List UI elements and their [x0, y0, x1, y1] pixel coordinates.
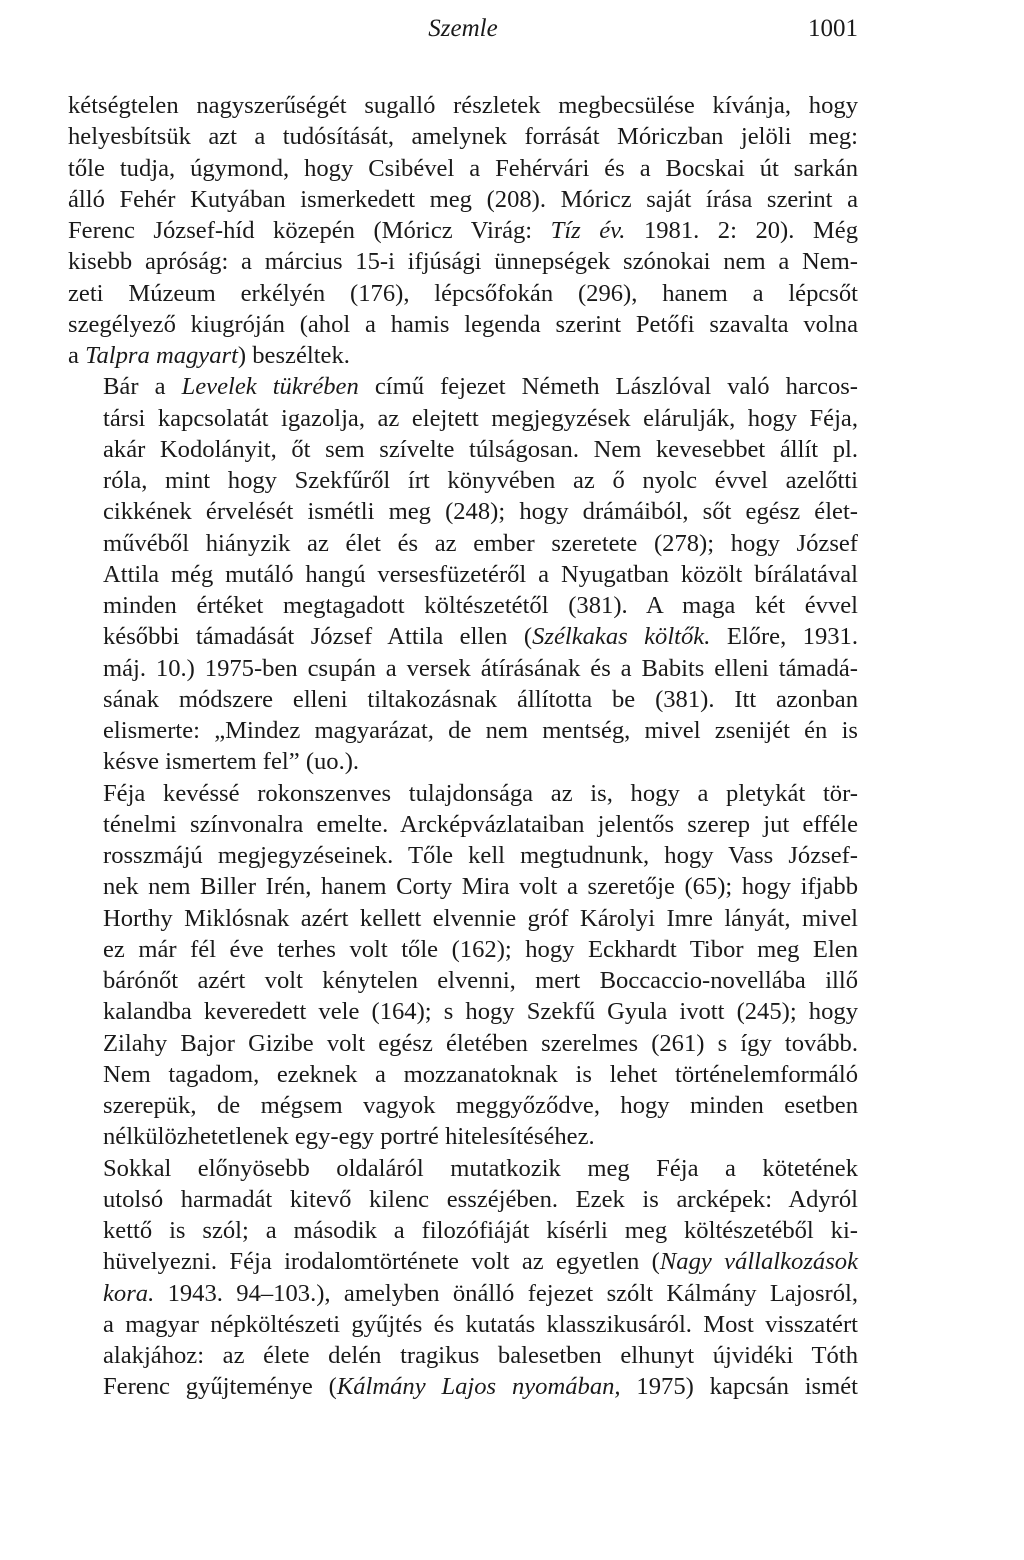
text-run: minden értéket megtagadott költészetétől (381). A maga két évvel — [103, 592, 858, 619]
text-line — [68, 1309, 858, 1340]
text-run: hüvelyezni. Féja irodalomtörténete volt az egyetlen ( — [103, 1248, 660, 1276]
text-run: késve ismertem fel” (uo.). — [103, 748, 360, 776]
text-run: álló Fehér Kutyában ismerkedett meg (208). Móricz saját írása szerint a — [68, 185, 858, 213]
text-run: művéből hiányzik az élet és az ember szeretete (278); hogy József — [103, 529, 858, 557]
text-line — [68, 996, 858, 1027]
text-line — [68, 809, 858, 840]
text-line — [68, 528, 858, 559]
text-run: Bár a — [103, 373, 182, 401]
text-run: Levelek tükrében — [181, 373, 359, 401]
paragraph — [68, 371, 858, 777]
paragraph — [68, 778, 858, 1153]
text-run: Sokkal előnyösebb oldaláról mutatkozik meg Féja a kötetének — [103, 1154, 858, 1182]
text-run: ) beszéltek. — [237, 342, 350, 369]
paragraph — [68, 1153, 858, 1403]
text-line — [68, 778, 858, 809]
text-run: kettő is szól; a második a filozófiáját kísérli meg költészetéből ki- — [103, 1217, 858, 1244]
body-text — [68, 90, 858, 1403]
text-run: Ferenc József-híd közepén (Móricz Virág: — [68, 217, 551, 244]
text-run: későbbi támadását József Attila ellen ( — [103, 623, 533, 651]
text-run: akár Kodolányit, őt sem szívelte túlságosan. Nem kevesebbet állít pl. — [103, 435, 858, 463]
page — [68, 14, 858, 1403]
page-number: 1001 — [808, 15, 858, 42]
text-run: szerepük, de mégsem vagyok meggyőződve, hogy minden esetben — [103, 1092, 858, 1119]
text-line — [68, 121, 858, 152]
text-line — [68, 965, 858, 996]
text-run: a — [68, 342, 86, 369]
text-run: ez már fél éve terhes volt tőle (162); hogy Eckhardt Tibor meg Elen — [103, 935, 858, 963]
text-line — [68, 1184, 858, 1215]
text-run: társi kapcsolatát igazolja, az elejtett megjegyzések elárulják, hogy Féja, — [103, 404, 858, 432]
running-title: Szemle — [428, 15, 498, 42]
text-line — [68, 496, 858, 527]
text-run: sának módszere elleni tiltakozásnak állította be (381). Itt azonban — [103, 685, 858, 713]
text-run: Kálmány Lajos nyomában, — [336, 1373, 621, 1401]
text-run: róla, mint hogy Szekfűről írt könyvében az ő nyolc évvel azelőtti — [103, 467, 858, 494]
text-line — [68, 465, 858, 496]
text-run: Tíz év. — [550, 217, 626, 244]
text-line — [68, 559, 858, 590]
text-run: kalandba keveredett vele (164); s hogy Szekfű Gyula ivott (245); hogy — [103, 998, 858, 1026]
text-line — [68, 278, 858, 309]
text-run: 1975) kapcsán ismét — [620, 1373, 858, 1401]
text-run: a magyar népköltészeti gyűjtés és kutatás klasszikusáról. Most visszatért — [103, 1310, 858, 1338]
text-line — [68, 309, 858, 340]
text-run: Talpra magyart — [85, 342, 238, 369]
text-line — [68, 684, 858, 715]
text-line — [68, 215, 858, 246]
text-line — [68, 403, 858, 434]
text-run: nélkülözhetetlenek egy-egy portré hitelesítéséhez. — [103, 1123, 595, 1151]
text-run: alakjához: az élete delén tragikus balesetben elhunyt újvidéki Tóth — [103, 1342, 858, 1369]
paragraph — [68, 90, 858, 371]
text-line — [68, 934, 858, 965]
text-line — [68, 90, 858, 121]
text-line — [68, 746, 858, 777]
text-run: Horthy Miklósnak azért kellett elvennie gróf Károlyi Imre lányát, mivel — [103, 904, 858, 932]
running-head — [68, 14, 858, 50]
text-line — [68, 1153, 858, 1184]
text-line — [68, 1246, 858, 1277]
text-run: 1981. 2: 20). Még — [625, 217, 858, 244]
text-run: Zilahy Bajor Gizibe volt egész életében szerelmes (261) s így tovább. — [103, 1029, 858, 1057]
text-run: rosszmájú megjegyzéseinek. Tőle kell megtudnunk, hogy Vass József- — [103, 842, 858, 869]
text-run: kisebb apróság: a március 15-i ifjúsági ünnepségek szónokai nem a Nem- — [68, 248, 858, 276]
text-run: helyesbítsük azt a tudósítását, amelynek forrását Móriczban jelöli meg: — [68, 123, 858, 151]
text-line — [68, 840, 858, 871]
text-run: máj. 10.) 1975-ben csupán a versek átírásának és a Babits elleni támadá- — [103, 654, 858, 682]
text-line — [68, 871, 858, 902]
text-run: zeti Múzeum erkélyén (176), lépcsőfokán (296), hanem a lépcsőt — [68, 279, 858, 307]
text-line — [68, 184, 858, 215]
text-run: utolsó harmadát kitevő kilenc esszéjében. Ezek is arcképek: Adyról — [103, 1185, 858, 1213]
text-run: ténelmi színvonalra emelte. Arcképvázlataiban jelentős szerep jut efféle — [103, 810, 858, 838]
text-run: kétségtelen nagyszerűségét sugalló részletek megbecsülése kívánja, hogy — [68, 92, 858, 119]
text-run: elismerte: „Mindez magyarázat, de nem mentség, mivel zsenijét én is — [103, 717, 858, 744]
text-line — [68, 621, 858, 652]
text-line — [68, 1090, 858, 1121]
text-run: szegélyező kiugróján (ahol a hamis legenda szerint Petőfi szavalta volna — [68, 310, 858, 338]
text-line — [68, 1278, 858, 1309]
text-run: 1943. 94–103.), amelyben önálló fejezet szólt Kálmány Lajosról, — [154, 1279, 858, 1307]
text-line — [68, 903, 858, 934]
text-line — [68, 153, 858, 184]
text-line — [68, 246, 858, 277]
text-run: Féja kevéssé rokonszenves tulajdonsága az is, hogy a pletykát tör- — [103, 779, 858, 807]
text-line — [68, 1340, 858, 1371]
text-line — [68, 340, 858, 371]
text-line — [68, 653, 858, 684]
text-run: Nem tagadom, ezeknek a mozzanatoknak is lehet történelemformáló — [103, 1060, 858, 1088]
text-line — [68, 1059, 858, 1090]
text-run: Előre, 1931. — [710, 623, 858, 651]
text-line — [68, 434, 858, 465]
text-line — [68, 371, 858, 402]
text-run: bárónőt azért volt kénytelen elvenni, mert Boccaccio-novellába illő — [103, 967, 858, 994]
text-run: Szélkakas költők. — [532, 623, 711, 651]
text-line — [68, 590, 858, 621]
text-run: tőle tudja, úgymond, hogy Csibével a Fehérvári és a Bocskai út sarkán — [68, 154, 858, 182]
text-line — [68, 1371, 858, 1402]
text-run: nek nem Biller Irén, hanem Corty Mira volt a szeretője (65); hogy ifjabb — [103, 873, 858, 901]
text-run: kora. — [103, 1279, 155, 1307]
text-line — [68, 1121, 858, 1152]
text-run: Attila még mutáló hangú versesfüzetéről a Nyugatban közölt bírálatával — [103, 560, 858, 588]
text-run: Ferenc gyűjteménye ( — [103, 1373, 337, 1401]
text-line — [68, 1215, 858, 1246]
text-line — [68, 715, 858, 746]
text-run: cikkének érvelését ismétli meg (248); hogy drámáiból, sőt egész élet- — [103, 498, 858, 526]
text-run: Nagy vállalkozások — [659, 1248, 859, 1276]
text-line — [68, 1028, 858, 1059]
text-run: című fejezet Németh Lászlóval való harcos- — [358, 373, 859, 401]
